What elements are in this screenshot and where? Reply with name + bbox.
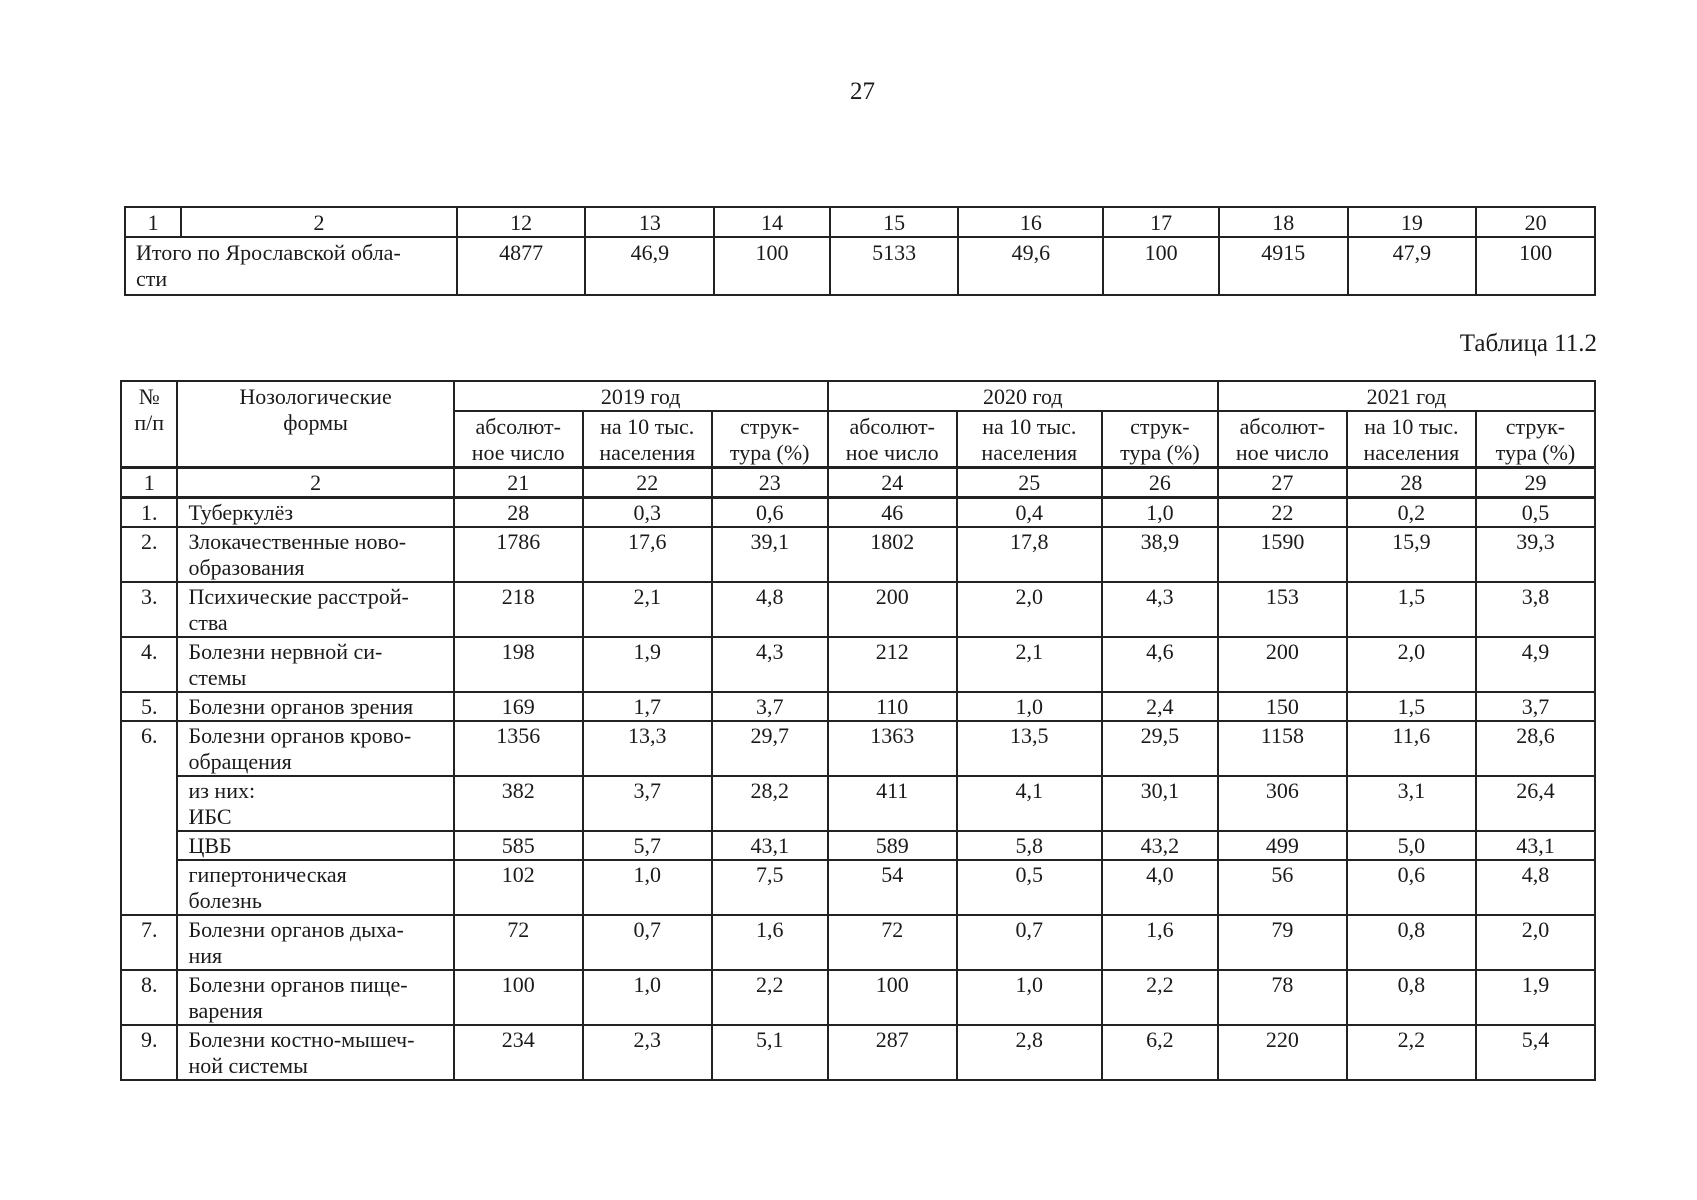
row-number: 4.: [121, 637, 177, 692]
value-cell: 169: [454, 692, 583, 721]
value-cell: 54: [828, 860, 957, 915]
value-cell: 5,1: [712, 1025, 828, 1080]
column-number-cell: 16: [958, 207, 1103, 237]
value-cell: 1,0: [583, 860, 712, 915]
row-name: Болезни нервной си- стемы: [177, 637, 453, 692]
header-year-row: [121, 381, 1595, 411]
row-number: 5.: [121, 692, 177, 721]
value-cell: 1,6: [712, 915, 828, 970]
value-cell: 15,9: [1347, 527, 1476, 582]
value-cell: 198: [454, 637, 583, 692]
value-cell: 589: [828, 831, 957, 860]
row-name: ЦВБ: [177, 831, 453, 860]
value-cell: 1,5: [1347, 582, 1476, 637]
value-cell: 100: [1103, 237, 1219, 295]
value-cell: 200: [1218, 637, 1347, 692]
column-number-row: [125, 207, 1595, 237]
row-name: гипертоническая болезнь: [177, 860, 453, 915]
value-cell: 28,6: [1476, 721, 1595, 776]
value-cell: 29,7: [712, 721, 828, 776]
value-cell: 1,6: [1102, 915, 1218, 970]
value-cell: 212: [828, 637, 957, 692]
value-cell: 49,6: [958, 237, 1103, 295]
column-number-cell: 2: [181, 207, 456, 237]
value-cell: 72: [454, 915, 583, 970]
page-number: 27: [850, 78, 875, 105]
column-number-cell: 17: [1103, 207, 1219, 237]
value-cell: 100: [828, 970, 957, 1025]
table-row: [121, 831, 1595, 860]
value-cell: 29,5: [1102, 721, 1218, 776]
value-cell: 22: [1218, 498, 1347, 528]
value-cell: 4,8: [1476, 860, 1595, 915]
value-cell: 0,7: [583, 915, 712, 970]
column-number-cell: 12: [457, 207, 586, 237]
value-cell: 3,7: [712, 692, 828, 721]
value-cell: 4,9: [1476, 637, 1595, 692]
value-cell: 100: [1476, 237, 1595, 295]
value-cell: 200: [828, 582, 957, 637]
row-number: 1.: [121, 498, 177, 528]
value-cell: 5,0: [1347, 831, 1476, 860]
value-cell: 2,1: [957, 637, 1102, 692]
value-cell: 56: [1218, 860, 1347, 915]
value-cell: 1786: [454, 527, 583, 582]
value-cell: 0,5: [957, 860, 1102, 915]
value-cell: 0,6: [1347, 860, 1476, 915]
value-cell: 0,2: [1347, 498, 1476, 528]
value-cell: 1590: [1218, 527, 1347, 582]
table-row: [121, 1025, 1595, 1080]
value-cell: 1,0: [1102, 498, 1218, 528]
value-cell: 4,8: [712, 582, 828, 637]
column-number-cell: 1: [121, 468, 177, 498]
row-number: 7.: [121, 915, 177, 970]
value-cell: 79: [1218, 915, 1347, 970]
value-cell: 72: [828, 915, 957, 970]
table-row: [121, 637, 1595, 692]
table-row: [121, 527, 1595, 582]
value-cell: 585: [454, 831, 583, 860]
value-cell: 2,2: [712, 970, 828, 1025]
table-row: [121, 915, 1595, 970]
table-row: [121, 970, 1595, 1025]
row-number: 8.: [121, 970, 177, 1025]
header-nosology: Нозологические формы: [177, 381, 453, 468]
subheader-cell: струк- тура (%): [1102, 411, 1218, 468]
value-cell: 5,7: [583, 831, 712, 860]
value-cell: 411: [828, 776, 957, 831]
total-row-label: Итого по Ярославской обла- сти: [125, 237, 457, 295]
value-cell: 1802: [828, 527, 957, 582]
subheader-cell: на 10 тыс. населения: [583, 411, 712, 468]
value-cell: 28: [454, 498, 583, 528]
column-number-cell: 13: [585, 207, 714, 237]
value-cell: 7,5: [712, 860, 828, 915]
row-name: Болезни органов зрения: [177, 692, 453, 721]
value-cell: 78: [1218, 970, 1347, 1025]
subheader-cell: абсолют- ное число: [828, 411, 957, 468]
row-name: Болезни органов пище- варения: [177, 970, 453, 1025]
column-number-cell: 22: [583, 468, 712, 498]
column-number-cell: 24: [828, 468, 957, 498]
value-cell: 218: [454, 582, 583, 637]
header-year-2020: 2020 год: [828, 381, 1218, 411]
value-cell: 30,1: [1102, 776, 1218, 831]
value-cell: 2,0: [1347, 637, 1476, 692]
value-cell: 0,4: [957, 498, 1102, 528]
column-number-cell: 23: [712, 468, 828, 498]
subheader-cell: на 10 тыс. населения: [957, 411, 1102, 468]
value-cell: 47,9: [1348, 237, 1477, 295]
value-cell: 153: [1218, 582, 1347, 637]
column-number-cell: 18: [1219, 207, 1348, 237]
value-cell: 38,9: [1102, 527, 1218, 582]
row-number: 3.: [121, 582, 177, 637]
value-cell: 1,9: [1476, 970, 1595, 1025]
subheader-cell: струк- тура (%): [712, 411, 828, 468]
column-number-cell: 1: [125, 207, 181, 237]
value-cell: 2,2: [1102, 970, 1218, 1025]
value-cell: 150: [1218, 692, 1347, 721]
value-cell: 1363: [828, 721, 957, 776]
continuation-table: [124, 206, 1596, 296]
column-number-cell: 25: [957, 468, 1102, 498]
subheader-cell: на 10 тыс. населения: [1347, 411, 1476, 468]
value-cell: 1,0: [957, 970, 1102, 1025]
value-cell: 2,4: [1102, 692, 1218, 721]
value-cell: 13,5: [957, 721, 1102, 776]
value-cell: 0,8: [1347, 970, 1476, 1025]
column-number-cell: 26: [1102, 468, 1218, 498]
value-cell: 1,5: [1347, 692, 1476, 721]
value-cell: 2,2: [1347, 1025, 1476, 1080]
row-number: 6.: [121, 721, 177, 915]
value-cell: 4,3: [1102, 582, 1218, 637]
value-cell: 3,7: [1476, 692, 1595, 721]
column-number-cell: 14: [714, 207, 830, 237]
value-cell: 306: [1218, 776, 1347, 831]
value-cell: 0,7: [957, 915, 1102, 970]
value-cell: 499: [1218, 831, 1347, 860]
value-cell: 4,6: [1102, 637, 1218, 692]
table-row: [121, 776, 1595, 831]
row-name: Болезни органов дыха- ния: [177, 915, 453, 970]
value-cell: 4915: [1219, 237, 1348, 295]
column-number-row: [121, 468, 1595, 498]
subheader-cell: абсолют- ное число: [1218, 411, 1347, 468]
header-year-2019: 2019 год: [454, 381, 828, 411]
value-cell: 3,7: [583, 776, 712, 831]
value-cell: 100: [714, 237, 830, 295]
value-cell: 3,8: [1476, 582, 1595, 637]
column-number-cell: 27: [1218, 468, 1347, 498]
row-name: Болезни органов крово- обращения: [177, 721, 453, 776]
subheader-cell: струк- тура (%): [1476, 411, 1595, 468]
value-cell: 39,3: [1476, 527, 1595, 582]
value-cell: 100: [454, 970, 583, 1025]
row-name: Болезни костно-мышеч- ной системы: [177, 1025, 453, 1080]
column-number-cell: 28: [1347, 468, 1476, 498]
value-cell: 0,5: [1476, 498, 1595, 528]
header-number: № п/п: [121, 381, 177, 468]
value-cell: 1,9: [583, 637, 712, 692]
value-cell: 5133: [830, 237, 959, 295]
table-row: [121, 498, 1595, 528]
table-row: [121, 721, 1595, 776]
value-cell: 26,4: [1476, 776, 1595, 831]
row-name: Злокачественные ново- образования: [177, 527, 453, 582]
row-name: из них: ИБС: [177, 776, 453, 831]
column-number-cell: 15: [830, 207, 959, 237]
value-cell: 110: [828, 692, 957, 721]
value-cell: 46: [828, 498, 957, 528]
table-row: [121, 860, 1595, 915]
value-cell: 2,1: [583, 582, 712, 637]
value-cell: 4877: [457, 237, 586, 295]
column-number-cell: 19: [1348, 207, 1477, 237]
value-cell: 102: [454, 860, 583, 915]
row-number: 9.: [121, 1025, 177, 1080]
column-number-cell: 2: [177, 468, 453, 498]
value-cell: 5,8: [957, 831, 1102, 860]
value-cell: 2,8: [957, 1025, 1102, 1080]
table-row: [121, 582, 1595, 637]
value-cell: 5,4: [1476, 1025, 1595, 1080]
value-cell: 382: [454, 776, 583, 831]
morbidity-table: [120, 380, 1596, 1081]
value-cell: 0,6: [712, 498, 828, 528]
table-row: [121, 692, 1595, 721]
total-row: [125, 237, 1595, 295]
table-caption: Таблица 11.2: [1459, 330, 1597, 357]
value-cell: 1,7: [583, 692, 712, 721]
value-cell: 17,6: [583, 527, 712, 582]
value-cell: 46,9: [585, 237, 714, 295]
row-number: 2.: [121, 527, 177, 582]
value-cell: 43,1: [1476, 831, 1595, 860]
header-year-2021: 2021 год: [1218, 381, 1595, 411]
value-cell: 1158: [1218, 721, 1347, 776]
value-cell: 2,0: [1476, 915, 1595, 970]
value-cell: 1,0: [957, 692, 1102, 721]
column-number-cell: 20: [1476, 207, 1595, 237]
value-cell: 11,6: [1347, 721, 1476, 776]
value-cell: 0,3: [583, 498, 712, 528]
value-cell: 220: [1218, 1025, 1347, 1080]
value-cell: 43,1: [712, 831, 828, 860]
value-cell: 43,2: [1102, 831, 1218, 860]
value-cell: 17,8: [957, 527, 1102, 582]
subheader-cell: абсолют- ное число: [454, 411, 583, 468]
value-cell: 6,2: [1102, 1025, 1218, 1080]
row-name: Туберкулёз: [177, 498, 453, 528]
column-number-cell: 29: [1476, 468, 1595, 498]
value-cell: 3,1: [1347, 776, 1476, 831]
column-number-cell: 21: [454, 468, 583, 498]
value-cell: 2,0: [957, 582, 1102, 637]
value-cell: 4,1: [957, 776, 1102, 831]
value-cell: 4,0: [1102, 860, 1218, 915]
value-cell: 0,8: [1347, 915, 1476, 970]
value-cell: 28,2: [712, 776, 828, 831]
value-cell: 4,3: [712, 637, 828, 692]
value-cell: 1,0: [583, 970, 712, 1025]
value-cell: 39,1: [712, 527, 828, 582]
value-cell: 2,3: [583, 1025, 712, 1080]
value-cell: 287: [828, 1025, 957, 1080]
row-name: Психические расстрой- ства: [177, 582, 453, 637]
value-cell: 13,3: [583, 721, 712, 776]
value-cell: 1356: [454, 721, 583, 776]
value-cell: 234: [454, 1025, 583, 1080]
